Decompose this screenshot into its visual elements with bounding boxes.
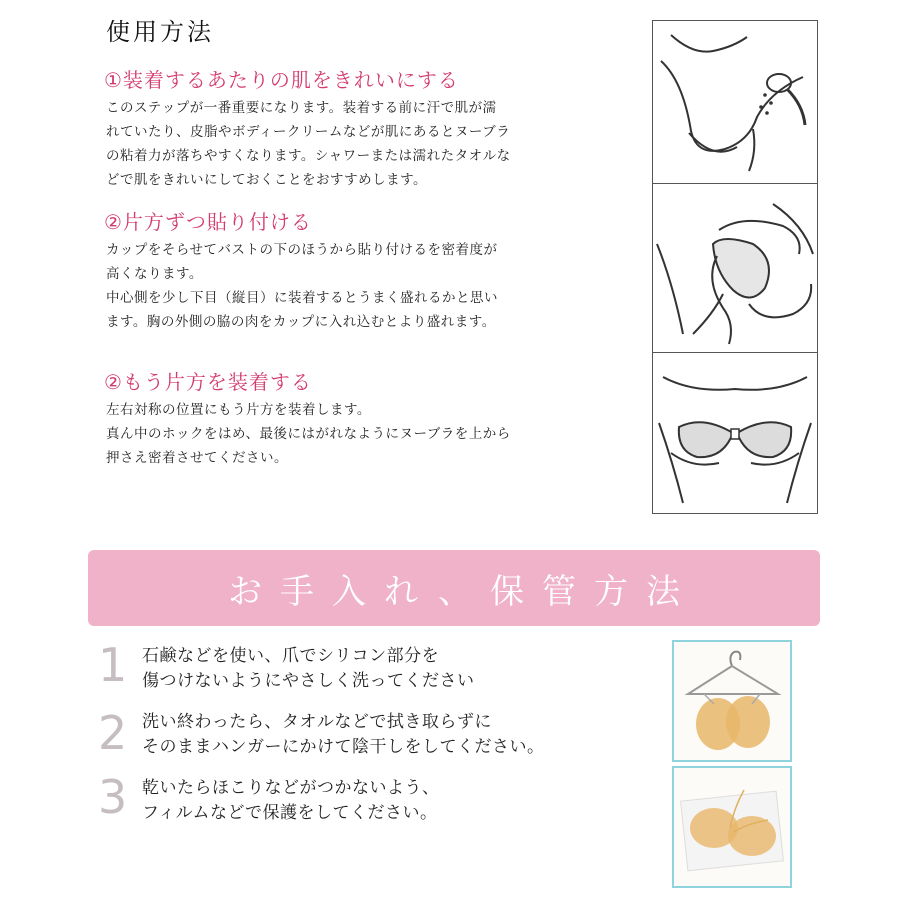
step-2-line: 中心側を少し下目（縦目）に装着するとうまく盛れるかと思い (106, 290, 498, 306)
step-2-body (106, 238, 636, 334)
care-number-3: 3 (98, 770, 128, 824)
shower-rinse-illustration (652, 20, 818, 184)
care-number-1: 1 (98, 638, 128, 692)
step-1-line: の粘着力が落ちやすくなります。シャワーまたは濡れたタオルな (106, 148, 511, 164)
step-1-line: どで肌をきれいにしておくことをおすすめします。 (106, 172, 428, 188)
care-item-line: そのままハンガーにかけて陰干しをしてください。 (142, 737, 545, 757)
step-2-heading: ②片方ずつ貼り付ける (104, 210, 312, 234)
step-3-line: 押さえ密着させてください。 (106, 450, 288, 466)
care-item-line: 傷つけないようにやさしく洗ってください (142, 671, 475, 691)
step-3-body (106, 398, 636, 470)
care-item-line: 石鹸などを使い、爪でシリコン部分を (142, 646, 440, 666)
step-1-heading: ①装着するあたりの肌をきれいにする (104, 68, 459, 92)
step-1-body (106, 96, 636, 192)
step-3-heading: ②もう片方を装着する (104, 370, 312, 394)
step-3-line: 真ん中のホックをはめ、最後にはがれなようにヌーブラを上から (106, 426, 511, 442)
care-item-line: 乾いたらほこりなどがつかないよう、 (142, 778, 440, 798)
step-1-line: このステップが一番重要になります。装着する前に汗で肌が濡 (106, 100, 497, 116)
care-item-2 (142, 710, 545, 760)
step-1-line: れていたり、皮脂やボディークリームなどが肌にあるとヌーブラ (106, 124, 511, 140)
hanger-drying-photo (672, 640, 792, 762)
care-item-line: 洗い終わったら、タオルなどで拭き取らずに (142, 712, 492, 732)
care-item-1 (142, 644, 475, 694)
care-item-line: フィルムなどで保護をしてください。 (142, 803, 438, 823)
step-2-line: カップをそらせてバストの下のほうから貼り付けるを密着度が (106, 242, 498, 258)
step-3-line: 左右対称の位置にもう片方を装着します。 (106, 402, 371, 418)
care-banner (88, 550, 820, 626)
care-number-2: 2 (98, 706, 128, 760)
fasten-hook-illustration (652, 352, 818, 514)
step-2-line: ます。胸の外側の脇の肉をカップに入れ込むとより盛れます。 (106, 314, 496, 330)
film-storage-photo (672, 766, 792, 888)
care-banner-title: お手入れ、保管方法 (227, 571, 699, 612)
care-item-3 (142, 776, 440, 826)
usage-title: 使用方法 (106, 18, 214, 46)
step-2-line: 高くなります。 (106, 266, 203, 282)
apply-cup-illustration (652, 184, 818, 353)
